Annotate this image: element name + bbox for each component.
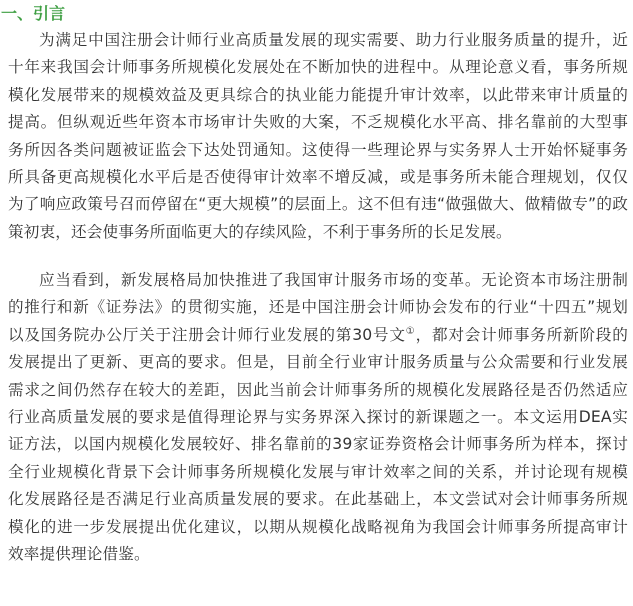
text-line: 模化的进一步发展提出优化建议，以期从规模化战略视角为我国会计师事务所提高审计: [8, 517, 628, 536]
text-line: 的推行和新《证券法》的贯彻实施，还是中国注册会计师协会发布的行业“十四五”规划: [8, 298, 628, 317]
text-line: 效率提供理论借鉴。: [8, 544, 150, 563]
text-segment: 以及国务院办公厅关于注册会计师行业发展的第30号文: [8, 325, 406, 344]
text-line: 发展提出了更新、更高的要求。但是，目前全行业审计服务质量与公众需要和行业发展: [8, 353, 628, 372]
text-segment: ，都对会计师事务所新阶段的: [415, 325, 629, 344]
text-line: 需求之间仍然存在较大的差距，因此当前会计师事务所的规模化发展路径是否仍然适应: [8, 380, 628, 399]
text-line: 应当看到，新发展格局加快推进了我国审计服务市场的变革。无论资本市场注册制: [39, 271, 628, 289]
text-line: 策初衷，还会使事务所面临更大的存续风险，不利于事务所的长足发展。: [8, 222, 512, 241]
text-line: 务所因各类问题被证监会下达处罚通知。这使得一些理论界与实务界人士开始怀疑事务: [8, 140, 628, 159]
paragraph-background: [8, 267, 628, 568]
text-line: 证方法，以国内规模化发展较好、排名靠前的39家证券资格会计师事务所为样本，探讨: [8, 435, 628, 454]
text-line: 化发展路径是否满足行业高质量发展的要求。在此基础上，本文尝试对会计师事务所规: [8, 490, 628, 509]
text-line: 全行业规模化背景下会计师事务所规模化发展与审计效率之间的关系，并讨论现有规模: [8, 462, 628, 481]
footnote-marker[interactable]: ①: [405, 325, 416, 337]
text-line: 为了响应政策号召而停留在“更大规模”的层面上。这不但有违“做强做大、做精做专”的政: [8, 195, 628, 214]
text-line: 行业高质量发展的要求是值得理论界与实务界深入探讨的新课题之一。本文运用DEA实: [8, 407, 628, 426]
paragraph-intro: [8, 27, 628, 246]
text-line: 所具备更高规模化水平后是否使得审计效率不增反减，或是事务所未能合理规划，仅仅: [8, 167, 628, 186]
text-line: 十年来我国会计师事务所规模化发展处在不断加快的进程中。从理论意义看，事务所规: [8, 58, 628, 77]
text-line-with-footnote: [8, 322, 628, 349]
text-line: 模化发展带来的规模效益及更具综合的执业能力能提升审计效率，以此带来审计质量的: [8, 85, 628, 104]
text-line: 提高。但纵观近些年资本市场审计失败的大案，不乏规模化水平高、排名靠前的大型事: [8, 113, 628, 132]
section-heading: 一、引言: [1, 4, 66, 23]
text-line: 为满足中国注册会计师行业高质量发展的现实需要、助力行业服务质量的提升，近: [39, 31, 628, 49]
